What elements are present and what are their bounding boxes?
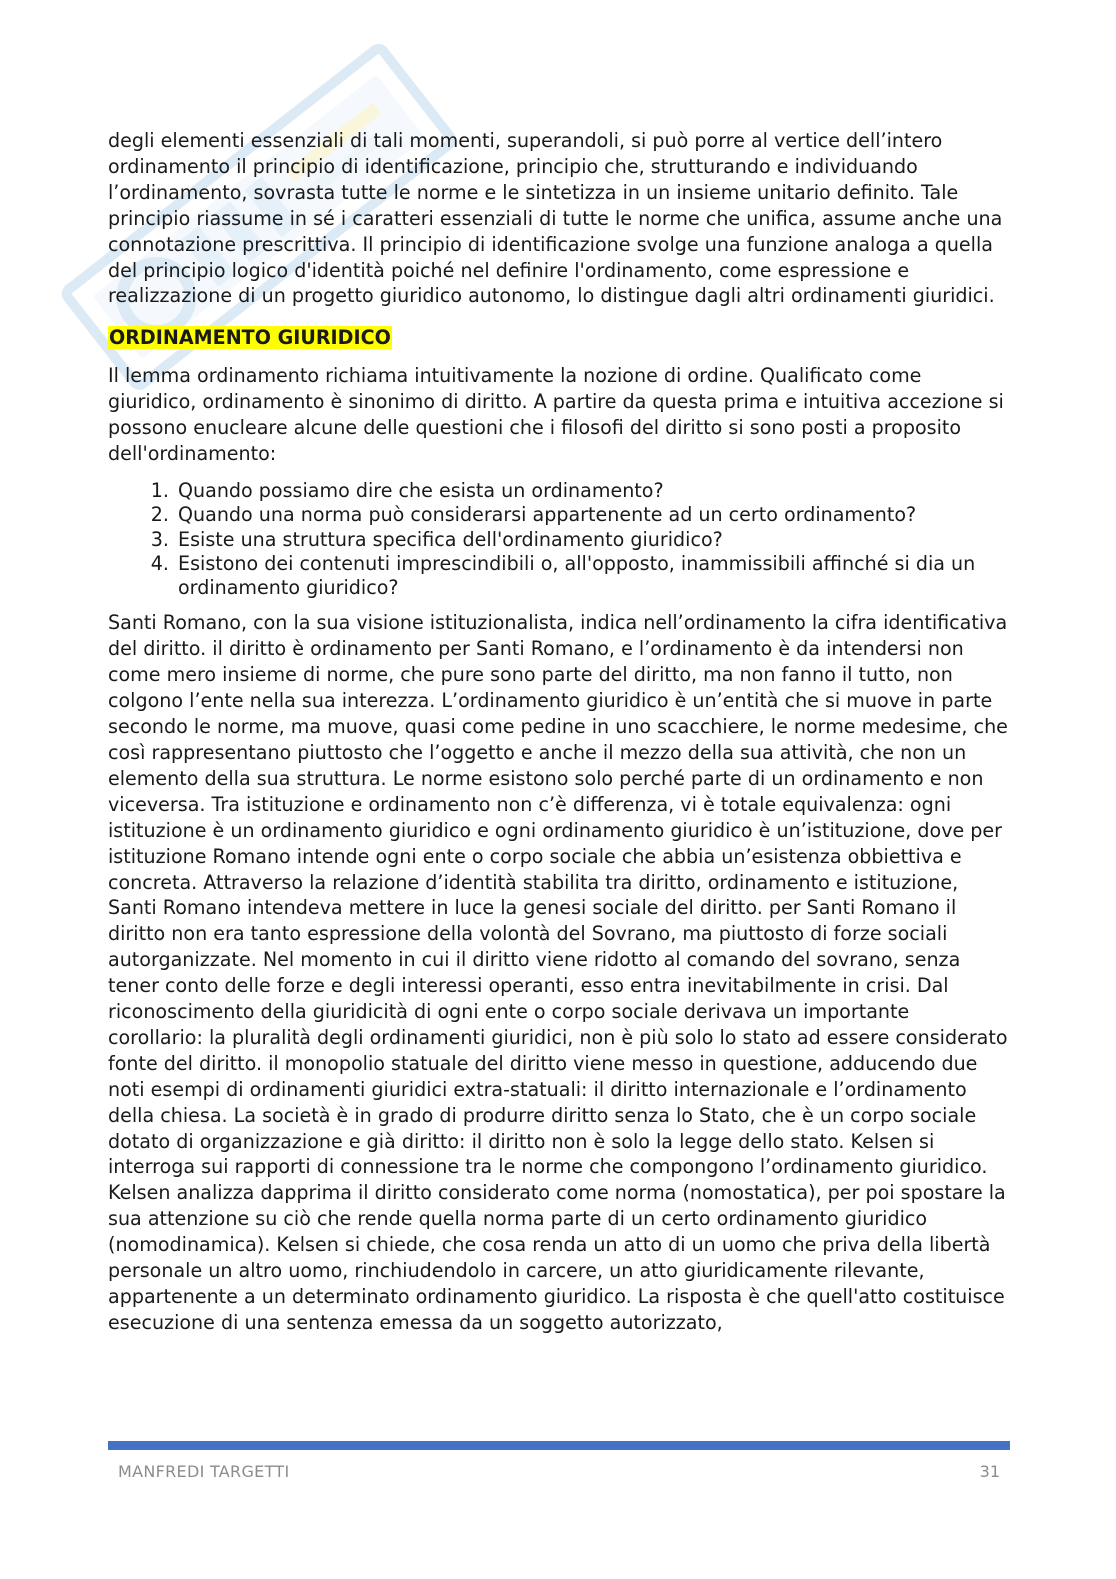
- section-heading-text: ORDINAMENTO GIURIDICO: [109, 326, 391, 350]
- footer-divider: [108, 1441, 1010, 1450]
- list-item: 2. Quando una norma può considerarsi appartenente ad un certo ordinamento?: [175, 503, 1008, 527]
- footer-author: MANFREDI TARGETTI: [118, 1462, 290, 1481]
- section-heading: [108, 325, 1008, 351]
- questions-list: [108, 479, 1008, 600]
- list-item: 3. Esiste una struttura specifica dell'ordinamento giuridico?: [175, 528, 1008, 552]
- list-item: 1. Quando possiamo dire che esista un ordinamento?: [175, 479, 1008, 503]
- page-number: 31: [979, 1462, 1000, 1481]
- document-page: [108, 128, 1008, 1336]
- intro-paragraph: degli elementi essenziali di tali momenti, superandoli, si può porre al vertice dell’intero ordinamento il principio di identificazione, principio che, strutturando e individuando l’ordinamento, sovrasta tutte le norme e le sintetizza in un insieme unitario definito. Tale principio riassume in sé i caratteri essenziali di tutte le norme che unifica, assume anche una connotazione prescrittiva. Il principio di identificazione svolge una funzione analoga a quella del principio logico d'identità poiché nel definire l'ordinamento, come espressione e realizzazione di un progetto giuridico autonomo, lo distingue dagli altri ordinamenti giuridici.: [108, 129, 1003, 308]
- body-paragraph: Santi Romano, con la sua visione istituzionalista, indica nell’ordinamento la cifra identificativa del diritto. il diritto è ordinamento per Santi Romano, e l’ordinamento è da intendersi non come mero insieme di norme, che pure sono parte del diritto, ma non fanno il tutto, non colgono l’ente nella sua interezza. L’ordinamento giuridico è un’entità che si muove in parte secondo le norme, ma muove, quasi come pedine in uno scacchiere, le norme medesime, che così rappresentano piuttosto che l’oggetto e anche il mezzo della sua attività, che non un elemento della sua struttura. Le norme esistono solo perché parte di un ordinamento e non viceversa. Tra istituzione e ordinamento non c’è differenza, vi è totale equivalenza: ogni istituzione è un ordinamento giuridico e ogni ordinamento giuridico è un’istituzione, dove per istituzione Romano intende ogni ente o corpo sociale che abbia un’esistenza obbiettiva e concreta. Attraverso la relazione d’identità stabilita tra diritto, ordinamento e istituzione, Santi Romano intendeva mettere in luce la genesi sociale del diritto. per Santi Romano il diritto non era tanto espressione della volontà del Sovrano, ma piuttosto di forze sociali autorganizzate. Nel momento in cui il diritto viene ridotto al comando del sovrano, senza tener conto delle forze e degli interessi operanti, esso entra inevitabilmente in crisi. Dal riconoscimento della giuridicità di ogni ente o corpo sociale derivava un importante corollario: la pluralità degli ordinamenti giuridici, non è più solo lo stato ad essere considerato fonte del diritto. il monopolio statuale del diritto viene messo in questione, adducendo due noti esempi di ordinamenti giuridici extra-statuali: il diritto internazionale e l’ordinamento della chiesa. La società è in grado di produrre diritto senza lo Stato, che è un corpo sociale dotato di organizzazione e già diritto: il diritto non è solo la legge dello stato. Kelsen si interroga sui rapporti di connessione tra le norme che compongono l’ordinamento giuridico. Kelsen analizza dapprima il diritto considerato come norma (nomostatica), per poi spostare la sua attenzione su ciò che rende quella norma parte di un certo ordinamento giuridico (nomodinamica). Kelsen si chiede, che cosa renda un atto di un uomo che priva della libertà personale un altro uomo, rinchiudendolo in carcere, un atto giuridicamente rilevante, appartenente a un determinato ordinamento giuridico. La risposta è che quell'atto costituisce esecuzione di una sentenza emessa da un soggetto autorizzato,: [108, 611, 1008, 1334]
- section-intro-paragraph: Il lemma ordinamento richiama intuitivamente la nozione di ordine. Qualificato come giuridico, ordinamento è sinonimo di diritto. A partire da questa prima e intuitiva accezione si possono enucleare alcune delle questioni che i filosofi del diritto si sono posti a proposito dell'ordinamento:: [108, 364, 1004, 466]
- list-item: 4. Esistono dei contenuti imprescindibili o, all'opposto, inammissibili affinché si dia un ordinamento giuridico?: [175, 552, 1008, 601]
